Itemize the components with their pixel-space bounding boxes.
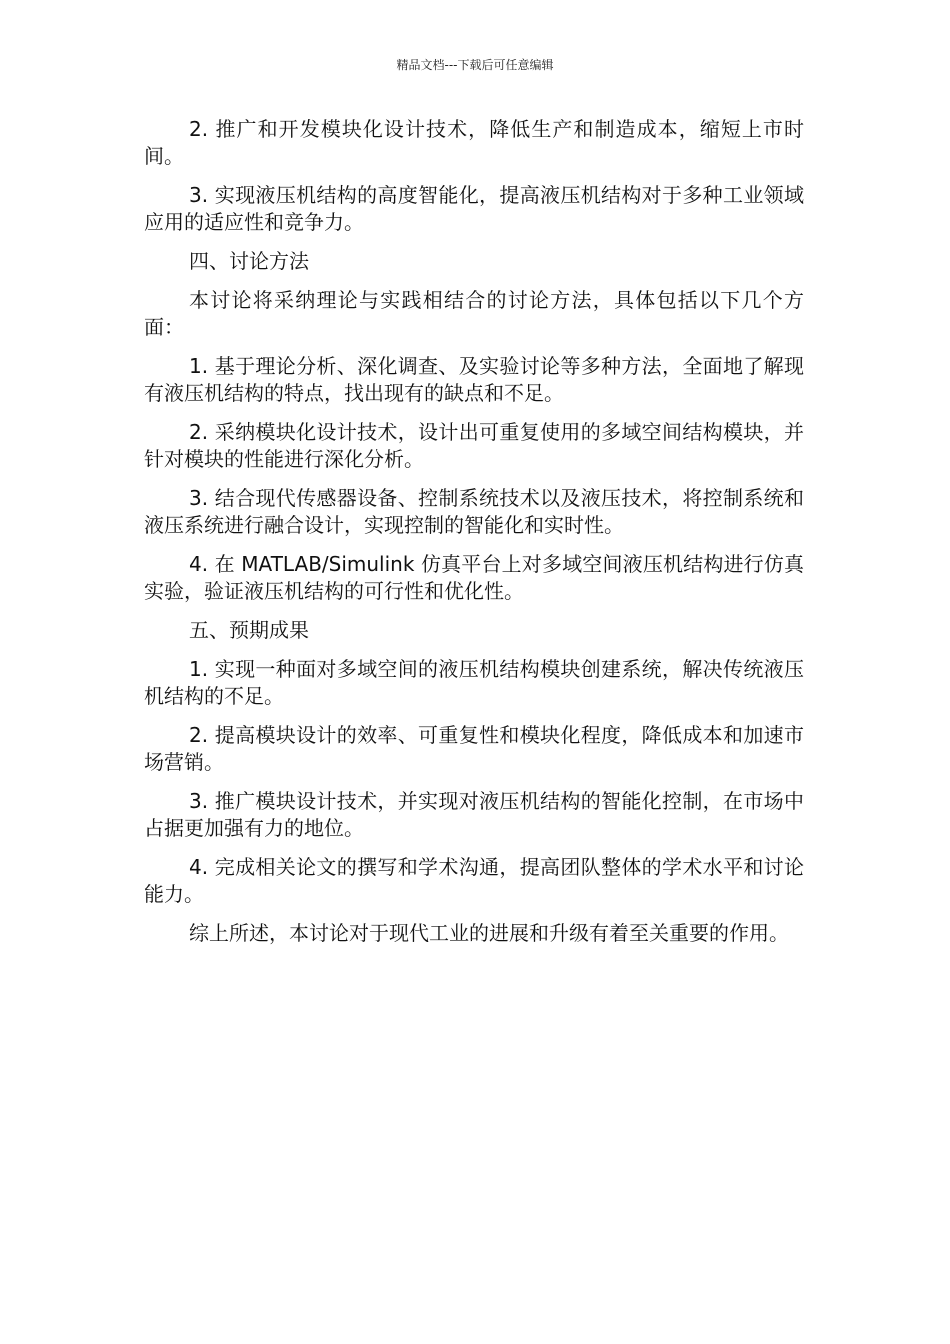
paragraph-outcome-1: 1. 实现一种面对多域空间的液压机结构模块创建系统，解决传统液压机结构的不足。 bbox=[144, 657, 804, 708]
paragraph-method-3: 3. 结合现代传感器设备、控制系统技术以及液压技术，将控制系统和液压系统进行融合设计，实现控制的智能化和实时性。 bbox=[144, 486, 804, 537]
paragraph-method-2: 2. 采纳模块化设计技术，设计出可重复使用的多域空间结构模块，并针对模块的性能进行深化分析。 bbox=[144, 420, 804, 471]
section-heading-outcomes: 五、预期成果 bbox=[189, 618, 309, 642]
paragraph-outcome-2: 2. 提高模块设计的效率、可重复性和模块化程度，降低成本和加速市场营销。 bbox=[144, 723, 804, 774]
page-header: 精品文档---下载后可任意编辑 bbox=[396, 58, 554, 72]
paragraph-method-4: 4. 在 MATLAB/Simulink 仿真平台上对多域空间液压机结构进行仿真实验，验证液压机结构的可行性和优化性。 bbox=[144, 552, 804, 603]
paragraph-goal-3: 3. 实现液压机结构的高度智能化，提高液压机结构对于多种工业领域应用的适应性和竞争力。 bbox=[144, 183, 804, 234]
paragraph-outcome-3: 3. 推广模块设计技术，并实现对液压机结构的智能化控制，在市场中占据更加强有力的地位。 bbox=[144, 789, 804, 840]
paragraph-method-1: 1. 基于理论分析、深化调查、及实验讨论等多种方法，全面地了解现有液压机结构的特点，找出现有的缺点和不足。 bbox=[144, 354, 804, 405]
paragraph-outcome-4: 4. 完成相关论文的撰写和学术沟通，提高团队整体的学术水平和讨论能力。 bbox=[144, 855, 804, 906]
section-heading-methods: 四、讨论方法 bbox=[189, 249, 309, 273]
paragraph-methods-intro: 本讨论将采纳理论与实践相结合的讨论方法，具体包括以下几个方面： bbox=[144, 288, 804, 339]
paragraph-goal-2: 2. 推广和开发模块化设计技术，降低生产和制造成本，缩短上市时间。 bbox=[144, 117, 804, 168]
paragraph-conclusion: 综上所述，本讨论对于现代工业的进展和升级有着至关重要的作用。 bbox=[189, 921, 789, 945]
document-body bbox=[144, 116, 804, 959]
